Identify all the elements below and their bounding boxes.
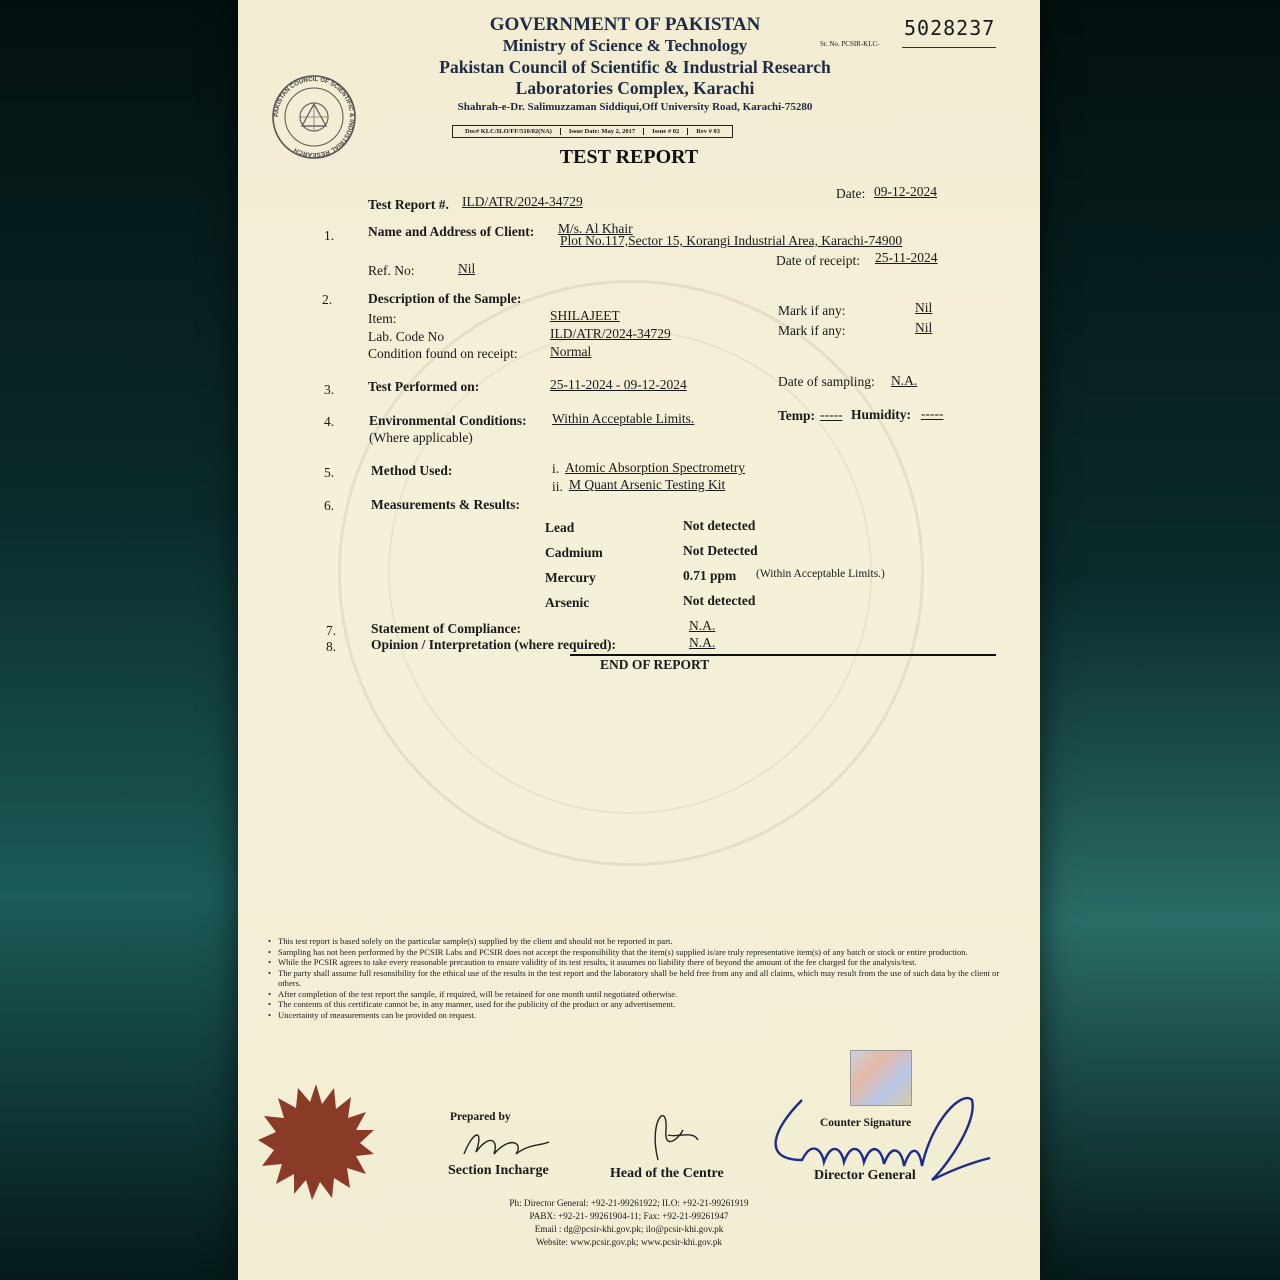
labs-heading: Laboratories Complex, Karachi — [515, 78, 755, 98]
method-2: M Quant Arsenic Testing Kit — [569, 477, 726, 492]
compliance-label: Statement of Compliance: — [371, 621, 521, 636]
labcode-label: Lab. Code No — [368, 329, 445, 344]
gov-heading: GOVERNMENT OF PAKISTAN — [489, 14, 761, 35]
seal-text: PAKISTAN COUNCIL OF SCIENTIFIC & INDUSTRIAL RESEARCH — [272, 75, 356, 159]
end-rule — [570, 654, 996, 656]
report-title: TEST REPORT — [559, 146, 699, 168]
doc-control-box — [452, 125, 733, 138]
serial-underline — [902, 47, 996, 48]
opinion-value: N.A. — [689, 635, 716, 650]
item-value: SHILAJEET — [550, 308, 620, 323]
report-date-label: Date: — [836, 186, 866, 201]
contact-pabx: PABX: +92-21- 99261904-11; Fax: +92-21-99261947 — [529, 1211, 729, 1221]
condition-label: Condition found on receipt: — [368, 346, 518, 361]
results-label: Measurements & Results: — [371, 497, 520, 512]
result-mercury-note: (Within Acceptable Limits.) — [756, 568, 885, 580]
director-general-label: Director General — [814, 1168, 916, 1183]
result-lead-value: Not detected — [683, 518, 756, 533]
note-item: • The contents of this certificate cannot be, in any manner, used for the publicity of the product or any advertisement. — [268, 999, 1016, 1010]
section-4-number: 4. — [324, 414, 335, 429]
result-cadmium-name: Cadmium — [545, 545, 603, 560]
counter-signature-label: Counter Signature — [820, 1117, 912, 1129]
section-2-number: 2. — [322, 292, 333, 307]
note-item: • Sampling has not been performed by the PCSIR Labs and PCSIR does not accept the responsibility that the item(s) supplied is/are truly representative item(s) of any batch or stock or entire production. — [268, 947, 1016, 958]
head-centre-signature — [638, 1100, 708, 1170]
ministry-heading: Ministry of Science & Technology — [502, 36, 748, 55]
disclaimer-notes — [268, 936, 1016, 1020]
item-label: Item: — [368, 311, 397, 326]
result-mercury-name: Mercury — [545, 570, 596, 585]
env-value: Within Acceptable Limits. — [552, 411, 695, 426]
client-address: Plot No.117,Sector 15, Korangi Industrial Area, Karachi-74900 — [560, 233, 903, 248]
note-item: • Uncertainty of measurements can be provided on request. — [268, 1010, 1016, 1021]
compliance-value: N.A. — [689, 618, 716, 633]
mark-1-label: Mark if any: — [778, 303, 846, 318]
contact-website: Website: www.pcsir.gov.pk; www.pcsir-khi.gov.pk — [535, 1237, 723, 1247]
method-label: Method Used: — [371, 463, 453, 478]
condition-value: Normal — [550, 344, 592, 359]
address-line: Shahrah-e-Dr. Salimuzzaman Siddiqui,Off University Road, Karachi-75280 — [457, 101, 813, 113]
issue-number: Issue # 02 — [644, 128, 688, 135]
section-7-number: 7. — [326, 623, 337, 638]
section-5-number: 5. — [324, 465, 335, 480]
client-label: Name and Address of Client: — [368, 224, 535, 239]
red-starburst-seal — [256, 1082, 376, 1202]
labcode-value: ILD/ATR/2024-34729 — [550, 326, 671, 341]
performed-value: 25-11-2024 - 09-12-2024 — [550, 377, 687, 392]
receipt-date: 25-11-2024 — [875, 250, 938, 265]
serial-prefix: Sr. No. PCSIR-KLC- — [820, 40, 880, 48]
result-mercury-value: 0.71 ppm — [683, 568, 737, 583]
temp-value: ----- — [820, 407, 843, 422]
section-incharge-signature — [454, 1124, 554, 1164]
contact-email: Email : dg@pcsir-khi.gov.pk; ilo@pcsir-khi.gov.pk — [534, 1224, 724, 1234]
sampling-value: N.A. — [891, 373, 918, 388]
note-item: • After completion of the test report the sample, if required, will be retained for one month until negotiated otherwise. — [268, 989, 1016, 1000]
section-3-number: 3. — [324, 382, 335, 397]
sample-label: Description of the Sample: — [368, 291, 522, 306]
note-item: • The party shall assume full resonsibility for the ethical use of the results in the test report and the laboratory shall be held free from any and all claims, which may result from the use of such data by the client or others. — [268, 968, 1016, 989]
revision-number: Rev # 03 — [696, 128, 721, 135]
mark-2-label: Mark if any: — [778, 323, 846, 338]
end-of-report: END OF REPORT — [600, 657, 710, 672]
note-item: • While the PCSIR agrees to take every reasonable precaution to ensure validity of its test results, it assumes no liability there of beyond the amount of the fee charged for the analysis/test. — [268, 957, 1016, 968]
client-name: M/s. Al Khair — [558, 221, 633, 236]
humidity-value: ----- — [921, 406, 944, 421]
opinion-label: Opinion / Interpretation (where required): — [371, 637, 616, 652]
doc-number: Doc# KLC/ILO/FF/510/02(NA) — [457, 128, 561, 135]
env-sub-label: (Where applicable) — [369, 430, 473, 445]
result-arsenic-name: Arsenic — [545, 595, 590, 610]
result-arsenic-value: Not detected — [683, 593, 756, 608]
method-2-number: ii. — [552, 479, 563, 494]
contact-phone: Ph: Director General: +92-21-99261922; ILO: +92-21-99261919 — [509, 1198, 749, 1208]
mark-1-value: Nil — [915, 300, 933, 315]
report-number: ILD/ATR/2024-34729 — [462, 194, 583, 209]
note-item: • This test report is based solely on the particular sample(s) supplied by the client and should not be reported in part. — [268, 936, 1016, 947]
report-date: 09-12-2024 — [874, 184, 937, 199]
section-6-number: 6. — [324, 498, 335, 513]
method-1-number: i. — [552, 461, 560, 476]
section-8-number: 8. — [326, 639, 337, 654]
background-left — [0, 0, 238, 1280]
council-heading: Pakistan Council of Scientific & Industrial Research — [439, 57, 831, 77]
mark-2-value: Nil — [915, 320, 933, 335]
test-report-document — [238, 0, 1040, 1280]
ref-value: Nil — [458, 261, 476, 276]
section-1-number: 1. — [324, 228, 335, 243]
performed-label: Test Performed on: — [368, 379, 480, 394]
receipt-label: Date of receipt: — [776, 253, 860, 268]
result-cadmium-value: Not Detected — [683, 543, 758, 558]
contact-block — [238, 1197, 1030, 1249]
method-1: Atomic Absorption Spectrometry — [565, 460, 745, 475]
humidity-label: Humidity: — [851, 407, 912, 422]
temp-label: Temp: — [778, 408, 816, 423]
prepared-by-label: Prepared by — [450, 1111, 511, 1123]
report-number-label: Test Report #. — [368, 197, 449, 212]
serial-number: 5028237 — [904, 16, 996, 40]
section-incharge-label: Section Incharge — [448, 1163, 549, 1178]
result-lead-name: Lead — [545, 520, 575, 535]
sampling-label: Date of sampling: — [778, 374, 875, 389]
env-label: Environmental Conditions: — [369, 413, 527, 428]
ref-label: Ref. No: — [368, 263, 415, 278]
issue-date: Issue Date: May 2, 2017 — [561, 128, 644, 135]
background-right — [1040, 0, 1280, 1280]
head-centre-label: Head of the Centre — [610, 1166, 724, 1181]
